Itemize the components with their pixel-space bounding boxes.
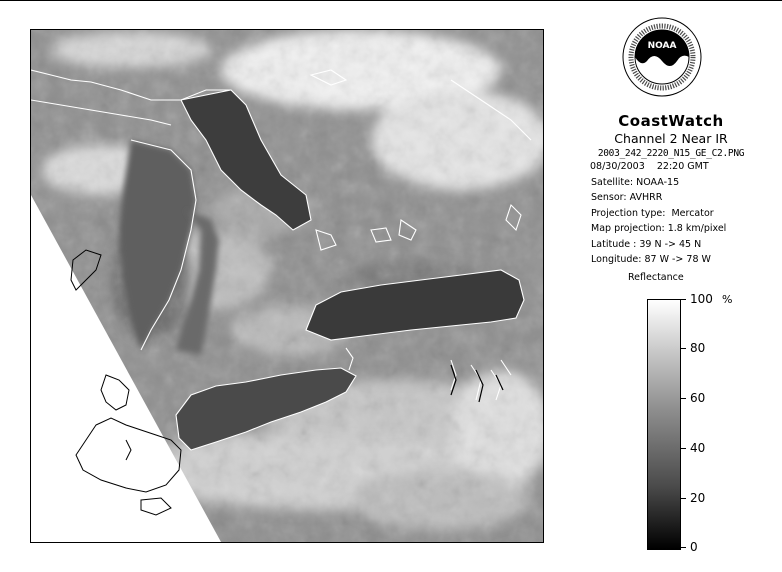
acquisition-time: 22:20 GMT (656, 161, 709, 172)
noaa-logo (622, 17, 702, 97)
sensor-label: Sensor: AVHRR (591, 192, 663, 203)
product-details (560, 175, 782, 268)
product-title: CoastWatch (618, 112, 724, 130)
map-projection-label: Map projection: 1.8 km/pixel (591, 223, 727, 234)
legend-units: % (722, 293, 733, 306)
projection-type-label: Projection type: Mercator (591, 207, 714, 219)
latitude-label: Latitude : 39 N -> 45 N (591, 238, 702, 250)
legend-tick-label: 100 (690, 292, 713, 306)
filename: 2003_242_2220_N15_GE_C2.PNG (597, 148, 745, 159)
legend-tick (680, 547, 686, 548)
legend-tick-label: 0 (690, 540, 698, 554)
legend-tick-label: 60 (690, 391, 706, 405)
legend-tick-label: 80 (690, 341, 706, 355)
satellite-label: Satellite: NOAA-15 (591, 176, 680, 188)
legend-tick (680, 498, 686, 499)
satellite-map (31, 30, 543, 542)
top-rule (0, 0, 782, 1)
acquisition-datetime (560, 159, 782, 175)
colorbar (647, 299, 681, 550)
legend-tick (680, 398, 686, 399)
svg-text:NOAA: NOAA (647, 41, 677, 51)
product-info (560, 112, 782, 268)
channel-label: Channel 2 Near IR (614, 131, 728, 146)
legend-tick-label: 20 (690, 491, 706, 505)
satellite-image (30, 29, 544, 543)
legend-title: Reflectance (628, 272, 684, 283)
legend-tick-label: 40 (690, 441, 706, 455)
longitude-label: Longitude: 87 W -> 78 W (591, 254, 711, 265)
legend-tick (680, 299, 686, 300)
legend-tick (680, 348, 686, 349)
acquisition-date: 08/30/2003 (590, 161, 645, 172)
legend-tick (680, 448, 686, 449)
